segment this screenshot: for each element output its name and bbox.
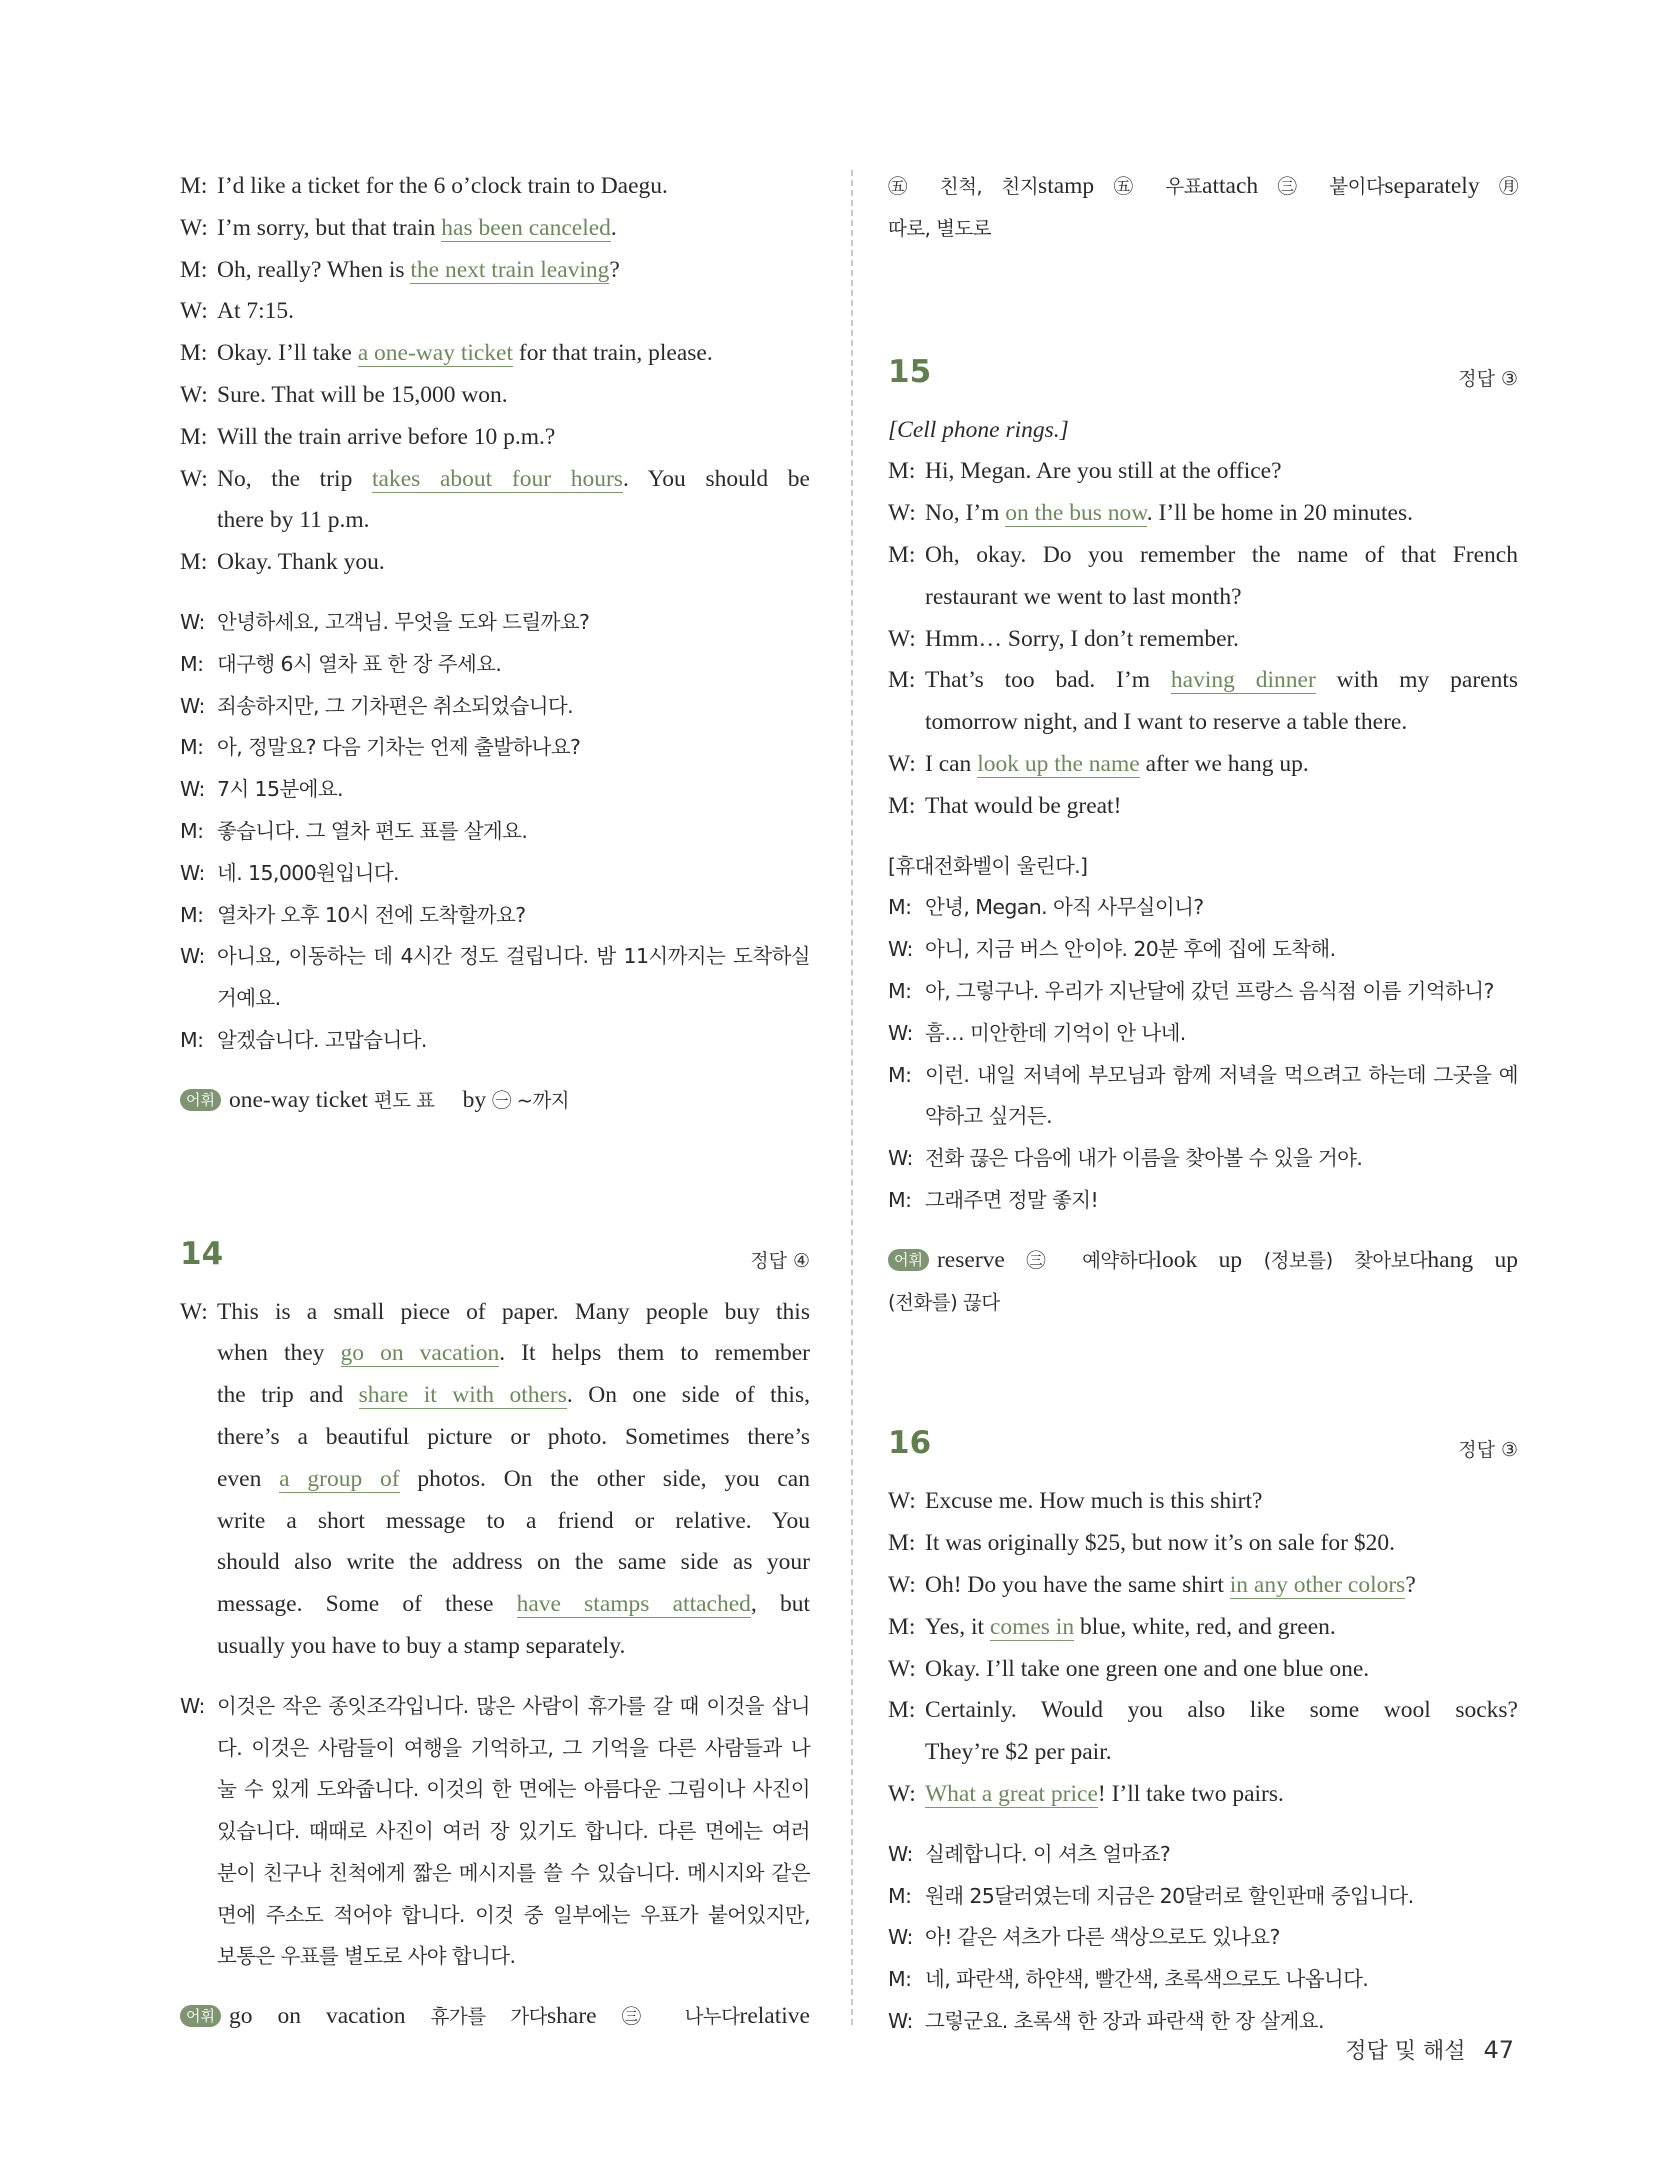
speaker-label: W: (888, 1571, 916, 1598)
dialog-line: even a group of photos. On the other side, you can (217, 1465, 810, 1492)
speaker-label: W: (888, 1488, 916, 1515)
translation-line: 거예요. (217, 986, 281, 1011)
question-16-header (888, 1421, 1518, 1481)
question-number: 16 (888, 1425, 932, 1462)
highlighted-phrase: comes in (989, 1613, 1075, 1640)
dialog-line: should also write the address on the same side as your (217, 1549, 810, 1576)
translation-line: W: 이것은 작은 종잇조각입니다. 많은 사람이 휴가를 갈 때 이것을 삽니 (180, 1686, 810, 1728)
dialog-15-korean (888, 846, 1518, 1222)
speaker-label: W: (180, 777, 205, 802)
dialog-line: M: That would be great! (888, 786, 1518, 828)
vocab-14 (180, 1996, 810, 2038)
question-14-header (180, 1232, 810, 1292)
speaker-label: W: (180, 860, 205, 885)
vocab-entry: share ㊂ 나누다 (547, 2003, 740, 2030)
highlighted-phrase: go on vacation (340, 1340, 500, 1367)
vocab-entry: attach ㊂ 붙이다 (1202, 173, 1385, 199)
vocab-entry: relative (739, 2003, 810, 2030)
speaker-label: M: (888, 792, 916, 819)
translation-line: M: 안녕, Megan. 아직 사무실이니? (888, 887, 1518, 929)
vocab-badge: 어휘 (180, 2005, 221, 2027)
dialog-line: M: Okay. Thank you. (180, 542, 810, 584)
vocab-meaning: 편도 표 (373, 1088, 435, 1112)
highlighted-phrase: a group of (279, 1465, 400, 1492)
translation-line: M: 이런. 내일 저녁에 부모님과 함께 저녁을 먹으려고 하는데 그곳을 예 (888, 1055, 1518, 1097)
vocab-entry: look up (정보를) 찾아보다 (1155, 1246, 1428, 1273)
vocab-meaning: ㊂ 붙이다 (1277, 175, 1385, 198)
speaker-label: M: (888, 1530, 916, 1557)
speaker-label: W: (888, 750, 916, 777)
answer-label: 정답 ③ (1458, 367, 1518, 390)
dialog-line: M: Okay. I’ll take a one-way ticket for that train, please. (180, 333, 810, 375)
translation-line: W: 아니요, 이동하는 데 4시간 정도 걸립니다. 밤 11시까지는 도착하실 (180, 936, 810, 978)
question-number: 15 (888, 353, 932, 390)
page-number: 47 (1483, 2036, 1514, 2064)
highlighted-phrase: having dinner (1170, 667, 1316, 694)
dialog-line: write a short message to a friend or relative. You (217, 1507, 810, 1534)
dialog-line: W: Oh! Do you have the same shirt in any other colors? (888, 1565, 1518, 1607)
translation-line: W: 죄송하지만, 그 기차편은 취소되었습니다. (180, 686, 810, 728)
speaker-label: W: (888, 625, 916, 652)
translation-line: 다. 이것은 사람들이 여행을 기억하고, 그 기억을 다른 사람들과 나 (217, 1735, 810, 1760)
vocab-meaning: ㊊ (1498, 175, 1518, 198)
translation-line: W: 실례합니다. 이 셔츠 얼마죠? (888, 1834, 1518, 1876)
highlighted-phrase: What a great price (925, 1780, 1098, 1807)
vocab-line (180, 1996, 810, 2038)
dialog-line: M: It was originally $25, but now it’s on sale for $20. (888, 1523, 1518, 1565)
vocab-entry: hang up (1427, 1246, 1518, 1273)
speaker-label: W: (888, 1146, 913, 1171)
right-column (888, 166, 1518, 2043)
speaker-label: W: (888, 1020, 913, 1045)
question-number: 14 (180, 1235, 224, 1272)
dialog-line: M: Will the train arrive before 10 p.m.? (180, 417, 810, 459)
speaker-label: M: (180, 818, 204, 843)
translation-line: M: 네, 파란색, 하얀색, 빨간색, 초록색으로도 나옵니다. (888, 1959, 1518, 2001)
answer-label: 정답 ④ (750, 1249, 810, 1272)
highlighted-phrase: a one-way ticket (357, 340, 514, 367)
speaker-label: M: (888, 1613, 916, 1640)
speaker-label: M: (180, 340, 208, 367)
highlighted-phrase: has been canceled (441, 214, 611, 241)
dialog-line: M: Yes, it comes in blue, white, red, and green. (888, 1607, 1518, 1649)
left-column (180, 166, 810, 2038)
speaker-label: M: (180, 651, 204, 676)
translation-line: 있습니다. 때때로 사진이 여러 장 있기도 합니다. 다른 면에는 여러 (217, 1819, 810, 1844)
vocab-meaning: ㊀ ~까지 (491, 1088, 570, 1112)
dialog-line: restaurant we went to last month? (925, 583, 1242, 610)
speaker-label: M: (888, 895, 912, 920)
speaker-label: W: (180, 214, 208, 241)
dialog-line: M: Oh, okay. Do you remember the name of that French (888, 535, 1518, 577)
vocab-entry: reserve ㊂ 예약하다 (936, 1246, 1156, 1273)
vocab-13 (180, 1080, 810, 1122)
translation-line: M: 원래 25달러였는데 지금은 20달러로 할인판매 중입니다. (888, 1876, 1518, 1918)
answer-label: 정답 ③ (1458, 1439, 1518, 1462)
speaker-label: W: (888, 1655, 916, 1682)
vocab-line (888, 208, 1518, 250)
vocab-meaning: 휴가를 가다 (430, 2005, 548, 2029)
vocab-entry (888, 1289, 1000, 1315)
dialog-line: when they go on vacation. It helps them to remember (217, 1340, 810, 1367)
translation-line: M: 그래주면 정말 좋지! (888, 1180, 1518, 1222)
speaker-label: W: (888, 937, 913, 962)
footer-label: 정답 및 해설 (1345, 2039, 1466, 2064)
translation-line: W: 네. 15,000원입니다. (180, 853, 810, 895)
dialog-line: W: No, the trip takes about four hours. You should be (180, 459, 810, 501)
translation-line: M: 대구행 6시 열차 표 한 장 주세요. (180, 644, 810, 686)
translation-line: M: 아, 정말요? 다음 기차는 언제 출발하나요? (180, 727, 810, 769)
dialog-line: M: Oh, really? When is the next train leaving? (180, 250, 810, 292)
vocab-14-continued (888, 166, 1518, 250)
speaker-label: W: (180, 609, 205, 634)
speaker-label: M: (888, 1062, 912, 1087)
speaker-label: W: (180, 944, 205, 969)
speaker-label: M: (180, 902, 204, 927)
vocab-15 (888, 1240, 1518, 1324)
speaker-label: W: (888, 1780, 916, 1807)
vocab-entry (888, 173, 1038, 199)
speaker-label: M: (180, 735, 204, 760)
dialog-line: W: Excuse me. How much is this shirt? (888, 1481, 1518, 1523)
vocab-line: 어휘 one-way ticket 편도 표 by ㊀ ~까지 (180, 1080, 810, 1122)
speaker-label: M: (888, 1187, 912, 1212)
speaker-label: M: (888, 1697, 916, 1724)
translation-line: W: 안녕하세요, 고객님. 무엇을 도와 드릴까요? (180, 602, 810, 644)
dialog-line: W: I can look up the name after we hang up. (888, 744, 1518, 786)
vocab-line (888, 1282, 1518, 1324)
dialog-15-english (888, 410, 1518, 828)
speaker-label: W: (888, 1925, 913, 1950)
dialog-line: M: Hi, Megan. Are you still at the office? (888, 451, 1518, 493)
vocab-line (888, 1240, 1518, 1282)
speaker-label: M: (888, 541, 916, 568)
translation-line: W: 아! 같은 셔츠가 다른 색상으로도 있나요? (888, 1917, 1518, 1959)
dialog-line: message. Some of these have stamps attached, but (217, 1591, 810, 1618)
vocab-entry (888, 215, 991, 241)
dialog-line: W: What a great price! I’ll take two pairs. (888, 1774, 1518, 1816)
vocab-meaning: ㊂ 나누다 (621, 2005, 740, 2029)
highlighted-phrase: in any other colors (1229, 1571, 1406, 1598)
speaker-label: W: (180, 1298, 208, 1325)
speaker-label: W: (888, 1841, 913, 1866)
vocab-entry: separately ㊊ (1384, 173, 1518, 199)
question-15-header (888, 350, 1518, 410)
dialog-line: there’s a beautiful picture or photo. Sometimes there’s (217, 1423, 810, 1450)
highlighted-phrase: the next train leaving (410, 256, 610, 283)
passage-14-english (180, 1292, 810, 1668)
dialog-line: W: Hmm… Sorry, I don’t remember. (888, 619, 1518, 661)
vocab-meaning: (전화를) 끊다 (888, 1290, 1000, 1314)
passage-14-korean (180, 1686, 810, 1979)
speaker-label: M: (888, 978, 912, 1003)
dialog-line: usually you have to buy a stamp separately. (217, 1632, 626, 1659)
translation-line: W: 흠… 미안한데 기억이 안 나네. (888, 1013, 1518, 1055)
speaker-label: W: (180, 381, 208, 408)
vocab-meaning: 따로, 별도로 (888, 216, 992, 240)
vocab-entry: by ㊀ ~까지 (462, 1086, 570, 1113)
dialog-13-korean (180, 602, 810, 1062)
dialog-line: there by 11 p.m. (217, 507, 370, 534)
dialog-16-korean (888, 1834, 1518, 2043)
highlighted-phrase: share it with others (358, 1382, 567, 1409)
page-footer (1345, 2034, 1514, 2065)
translation-line: M: 열차가 오후 10시 전에 도착할까요? (180, 895, 810, 937)
dialog-16-english (888, 1481, 1518, 1815)
column-divider (851, 170, 853, 2025)
dialog-line: W: This is a small piece of paper. Many people buy this (180, 1292, 810, 1334)
speaker-label: M: (888, 458, 916, 485)
highlighted-phrase: on the bus now (1005, 500, 1147, 527)
speaker-label: M: (180, 1027, 204, 1052)
vocab-meaning: ㊄ 우표 (1113, 175, 1203, 198)
vocab-badge: 어휘 (180, 1089, 221, 1111)
highlighted-phrase: takes about four hours (372, 465, 623, 492)
translation-line: 분이 친구나 친척에게 짧은 메시지를 쓸 수 있습니다. 메시지와 같은 (217, 1860, 810, 1885)
vocab-meaning: ㊄ 친척, 친지 (888, 175, 1039, 198)
dialog-line: tomorrow night, and I want to reserve a table there. (925, 709, 1408, 736)
translation-line: M: 아, 그렇구나. 우리가 지난달에 갔던 프랑스 음식점 이름 기억하니? (888, 971, 1518, 1013)
speaker-label: M: (888, 1967, 912, 1992)
speaker-label: W: (180, 693, 205, 718)
speaker-label: M: (888, 667, 916, 694)
translation-line: 약하고 싶거든. (925, 1104, 1053, 1129)
translation-line: M: 알겠습니다. 고맙습니다. (180, 1020, 810, 1062)
dialog-line: W: At 7:15. (180, 291, 810, 333)
stage-direction: [Cell phone rings.] (888, 416, 1069, 443)
vocab-line (888, 166, 1518, 208)
translation-line: 보통은 우표를 별도로 사야 합니다. (217, 1944, 516, 1969)
speaker-label: W: (180, 298, 208, 325)
dialog-line: M: Certainly. Would you also like some wool socks? (888, 1690, 1518, 1732)
speaker-label: W: (180, 1693, 205, 1718)
dialog-line: M: That’s too bad. I’m having dinner with my parents (888, 660, 1518, 702)
speaker-label: M: (180, 256, 208, 283)
translation-line: W: 그렇군요. 초록색 한 장과 파란색 한 장 살게요. (888, 2001, 1518, 2043)
speaker-label: W: (888, 500, 916, 527)
translation-line: [휴대전화벨이 울린다.] (888, 853, 1088, 878)
vocab-meaning: (정보를) 찾아보다 (1263, 1248, 1428, 1272)
speaker-label: M: (180, 173, 208, 199)
vocab-meaning: ㊂ 예약하다 (1026, 1248, 1156, 1272)
translation-line: W: 7시 15분에요. (180, 769, 810, 811)
translation-line: 눌 수 있게 도와줍니다. 이것의 한 면에는 아름다운 그림이나 사진이 (217, 1777, 810, 1802)
vocab-entry: stamp ㊄ 우표 (1038, 173, 1203, 199)
vocab-badge: 어휘 (888, 1249, 929, 1271)
speaker-label: W: (888, 2008, 913, 2033)
dialog-line: W: Okay. I’ll take one green one and one blue one. (888, 1649, 1518, 1691)
translation-line: 면에 주소도 적어야 합니다. 이것 중 일부에는 우표가 붙어있지만, (217, 1902, 810, 1927)
highlighted-phrase: look up the name (977, 750, 1140, 777)
speaker-label: W: (180, 465, 208, 492)
translation-line: W: 아니, 지금 버스 안이야. 20분 후에 집에 도착해. (888, 929, 1518, 971)
translation-line: M: 좋습니다. 그 열차 편도 표를 살게요. (180, 811, 810, 853)
translation-line: W: 전화 끊은 다음에 내가 이름을 찾아볼 수 있을 거야. (888, 1138, 1518, 1180)
dialog-line: the trip and share it with others. On one side of this, (217, 1382, 810, 1409)
dialog-line: W: Sure. That will be 15,000 won. (180, 375, 810, 417)
dialog-line: W: I’m sorry, but that train has been canceled. (180, 208, 810, 250)
speaker-label: M: (180, 549, 208, 576)
dialog-line: M: I’d like a ticket for the 6 o’clock train to Daegu. (180, 166, 810, 208)
dialog-line: W: No, I’m on the bus now. I’ll be home in 20 minutes. (888, 493, 1518, 535)
speaker-label: M: (888, 1883, 912, 1908)
speaker-label: M: (180, 423, 208, 450)
dialog-line: They’re $2 per pair. (925, 1739, 1112, 1766)
dialog-13-english (180, 166, 810, 584)
highlighted-phrase: have stamps attached (516, 1591, 751, 1618)
dialog-line (888, 410, 1518, 452)
vocab-entry: go on vacation 휴가를 가다 (228, 2003, 548, 2030)
